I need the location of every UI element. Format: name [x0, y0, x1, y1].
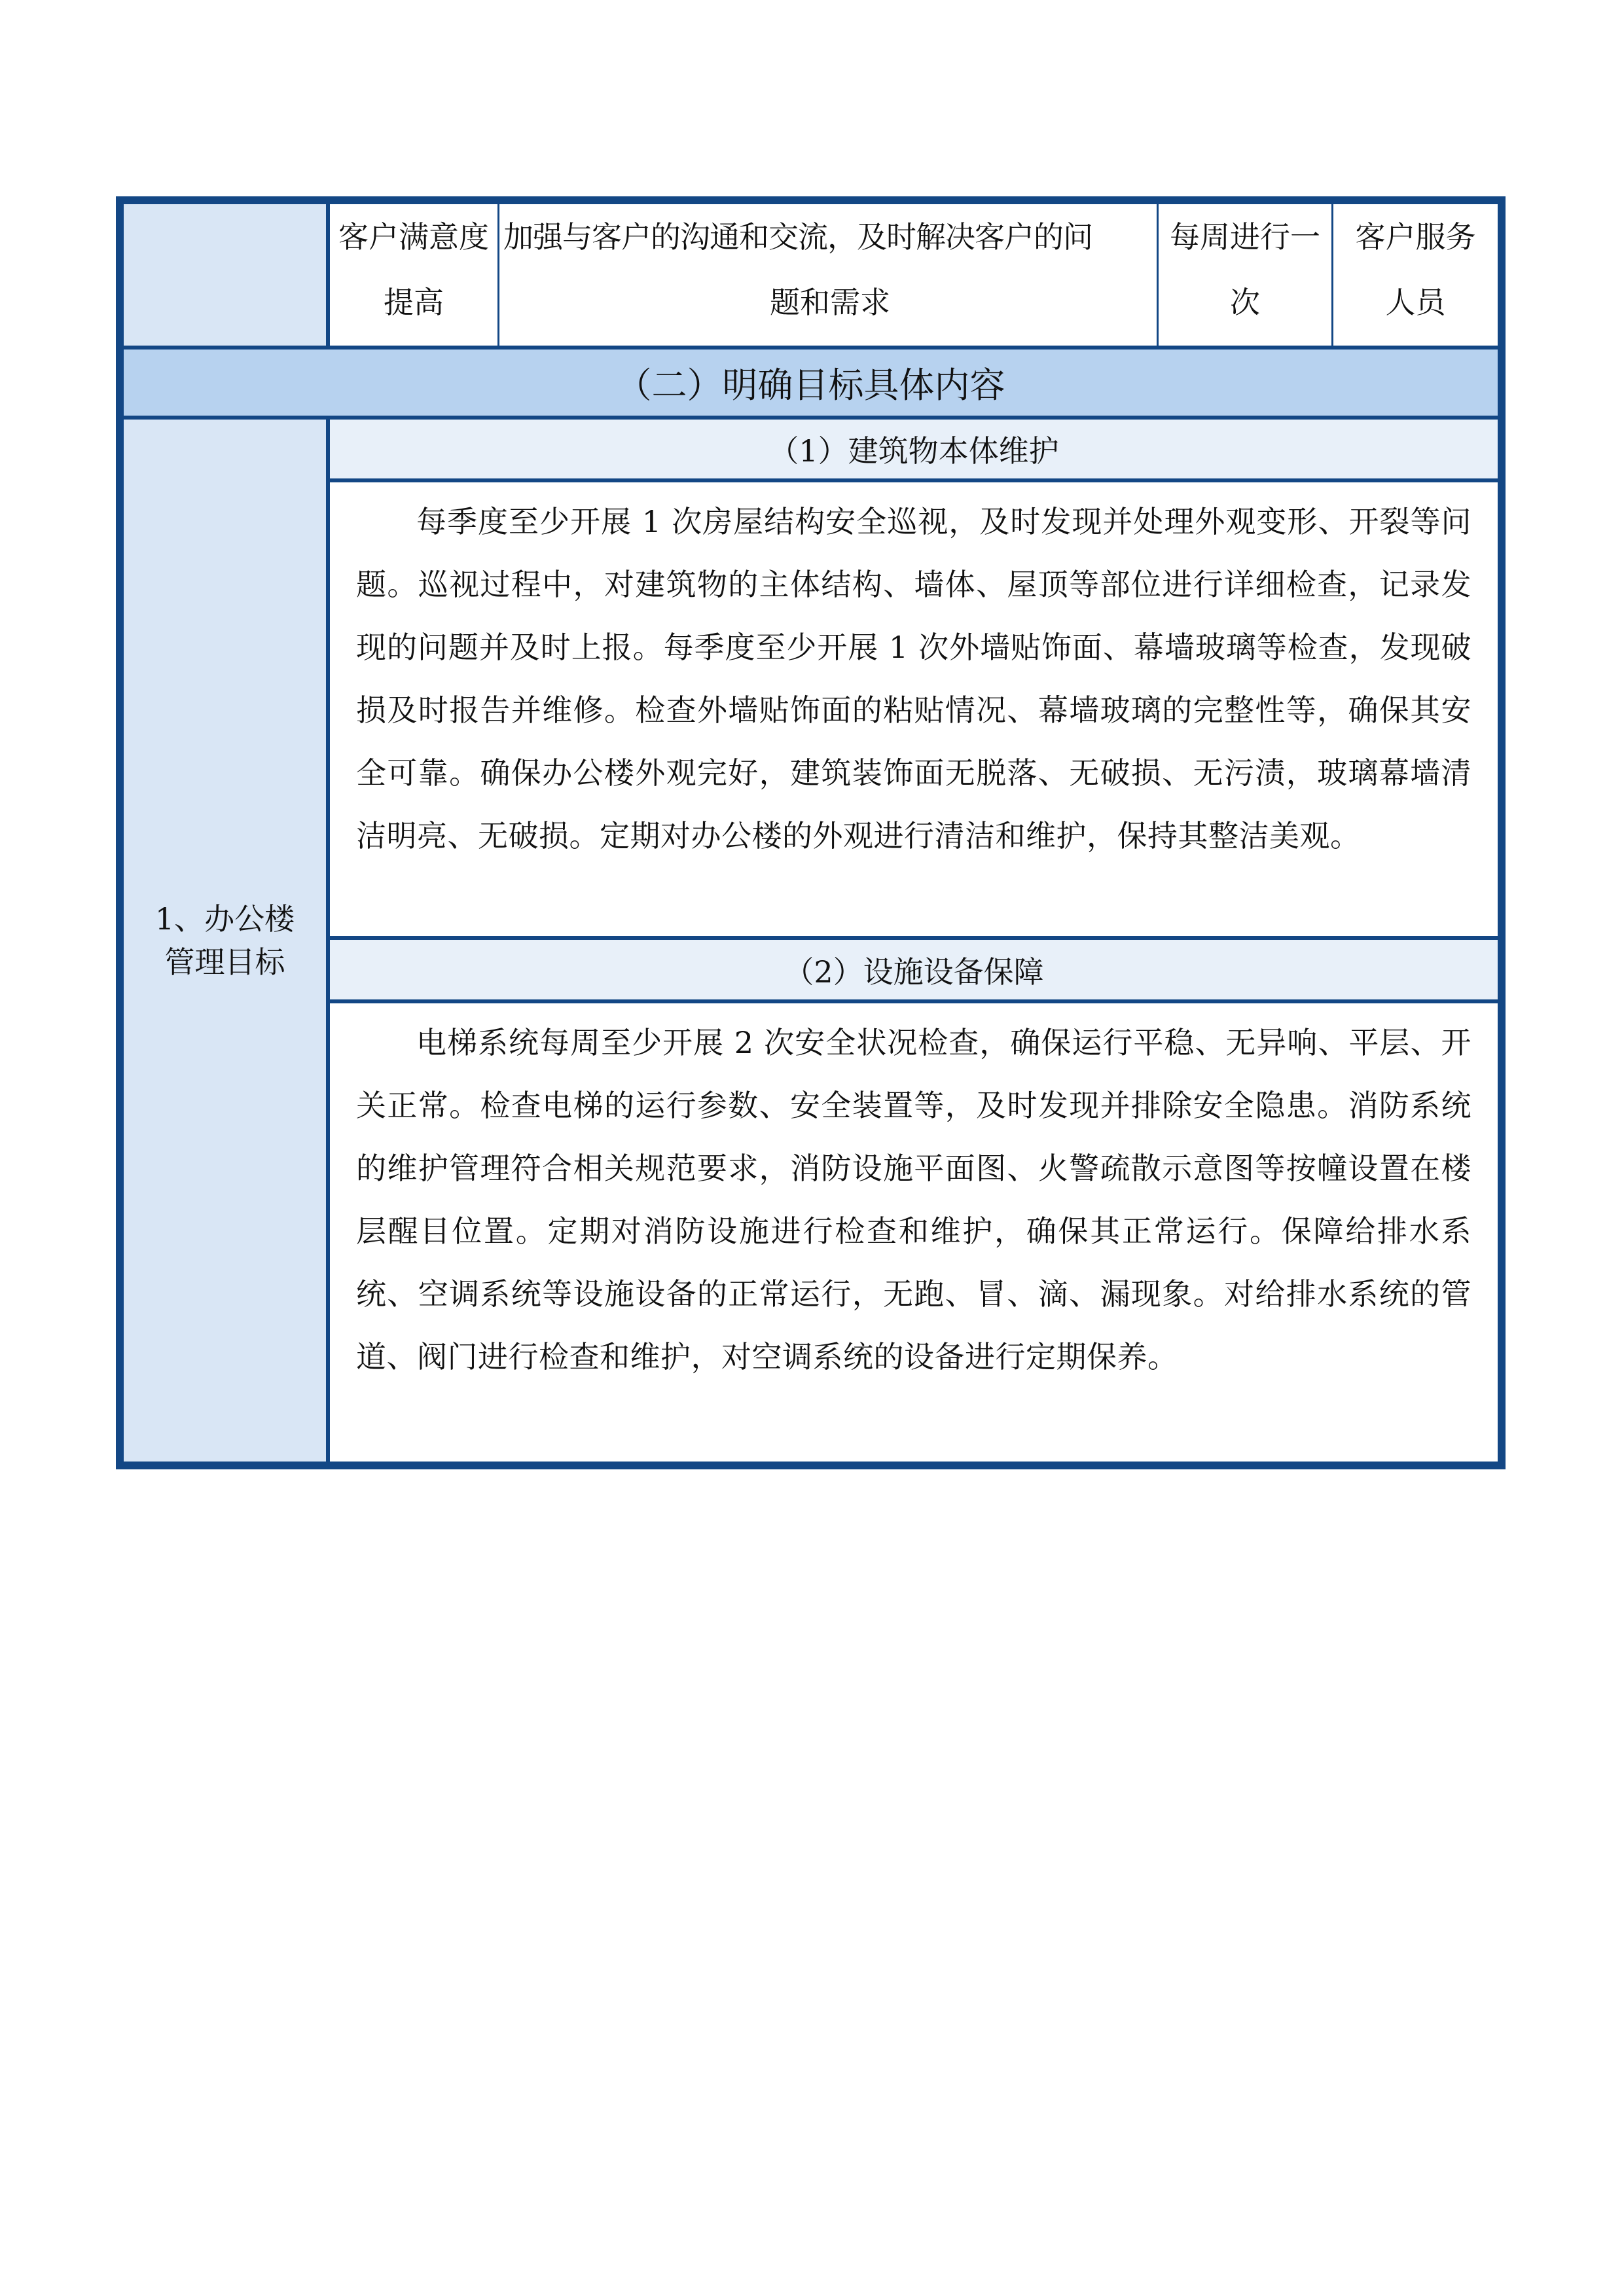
responsible-line-2: 人员 [1385, 285, 1446, 320]
goal-line-2: 提高 [384, 285, 444, 320]
subsection-text-1: 每季度至少开展 1 次房屋结构安全巡视，及时发现并处理外观变形、开裂等问题。巡视过程中，对建筑物的主体结构、墙体、屋顶等部位进行详细检查，记录发现的问题并及时上报。每季度至少开展 1 次外墙贴饰面、幕墙玻璃等检查，发现破损及时报告并维修。检查外墙贴饰面的粘贴情况、幕墙玻璃的完整性等，确保其安全可靠。确保办公楼外观完好，建筑装饰面无脱落、无破损、无污渍，玻璃幕墙清洁明亮、无破损。定期对办公楼的外观进行清洁和维护，保持其整洁美观。 [356, 504, 1471, 853]
frequency-line-1: 每周进行一 [1170, 219, 1320, 255]
group-label-line-1: 1、办公楼 [154, 901, 295, 937]
goal-line-1: 客户满意度 [338, 219, 489, 255]
subsection-body-2 [330, 1003, 1498, 1462]
section-header [124, 350, 1498, 416]
group-label-line-2: 管理目标 [164, 944, 285, 980]
subsection-header-2 [330, 940, 1498, 999]
measure-cell [499, 204, 1157, 346]
frequency-line-2: 次 [1230, 285, 1260, 320]
subsection-title-1: （1）建筑物本体维护 [768, 433, 1059, 469]
subsection-title-2: （2）设施设备保障 [784, 954, 1044, 990]
goals-table [116, 196, 1506, 1469]
measure-line-1: 加强与客户的沟通和交流，及时解决客户的问 [503, 219, 1092, 255]
responsible-cell [1333, 204, 1498, 346]
frequency-cell [1159, 204, 1331, 346]
responsible-line-1: 客户服务 [1355, 219, 1476, 255]
subsection-text-2: 电梯系统每周至少开展 2 次安全状况检查，确保运行平稳、无异响、平层、开关正常。检查电梯的运行参数、安全装置等，及时发现并排除安全隐患。消防系统的维护管理符合相关规范要求，消防设施平面图、火警疏散示意图等按幢设置在楼层醒目位置。定期对消防设施进行检查和维护，确保其正常运行。保障给排水系统、空调系统等设施设备的正常运行，无跑、冒、滴、漏现象。对给排水系统的管道、阀门进行检查和维护，对空调系统的设备进行定期保养。 [356, 1025, 1471, 1374]
subsection-header-1 [330, 420, 1498, 478]
subsection-body-1 [330, 482, 1498, 936]
top-row-label-cell [124, 204, 326, 346]
measure-line-2: 题和需求 [770, 285, 890, 320]
group-label-cell [124, 420, 326, 1462]
section-title: （二）明确目标具体内容 [616, 365, 1005, 406]
goal-cell [330, 204, 497, 346]
